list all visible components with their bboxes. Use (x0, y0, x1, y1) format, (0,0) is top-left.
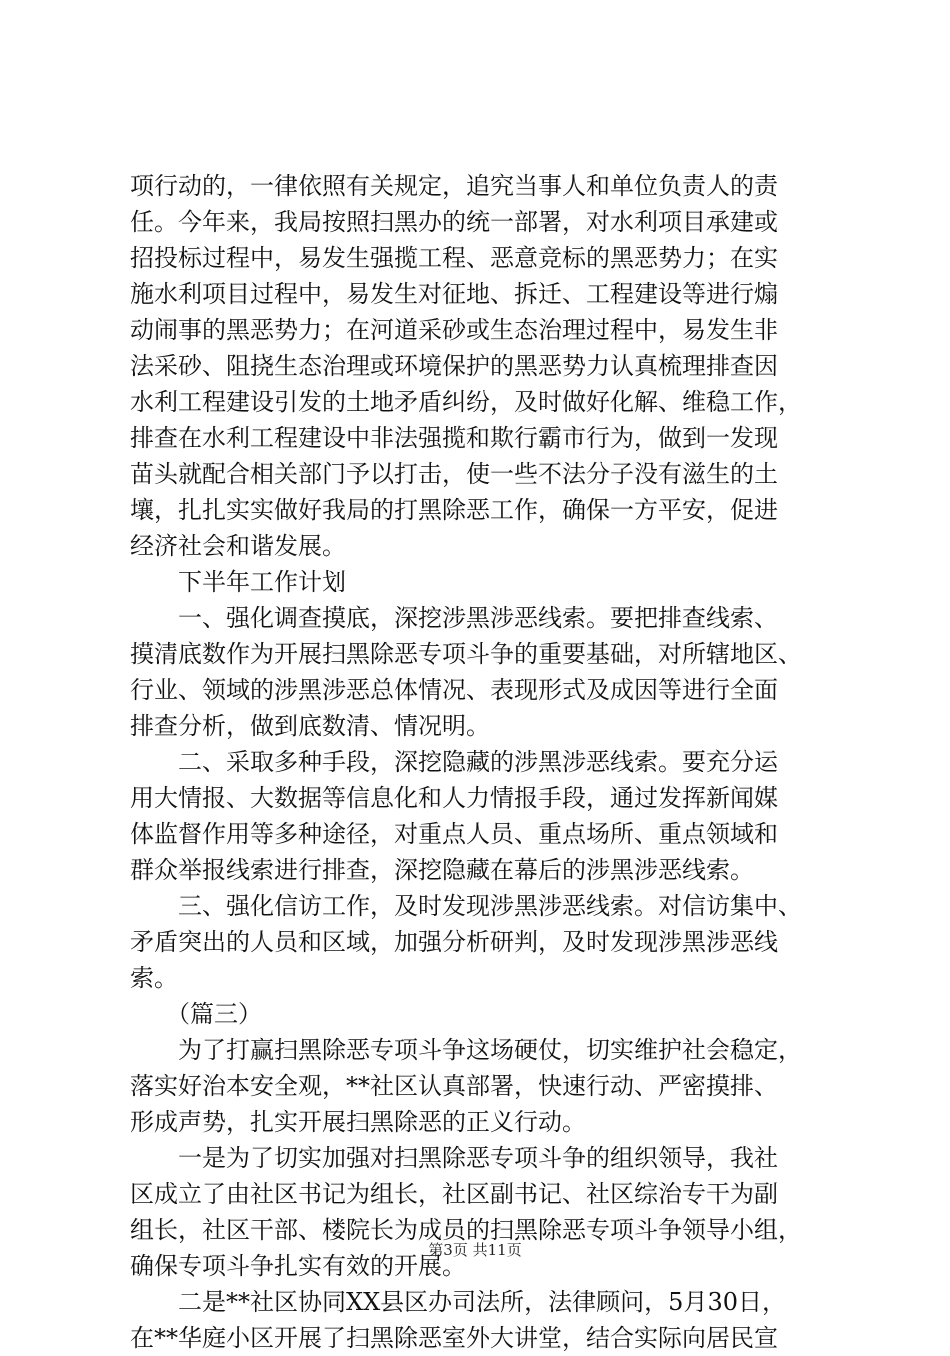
text-line: 形成声势，扎实开展扫黑除恶的正义行动。 (130, 1108, 586, 1136)
text-line: 壤，扎扎实实做好我局的打黑除恶工作，确保一方平安，促进 (130, 496, 778, 524)
text-line: 摸清底数作为开展扫黑除恶专项斗争的重要基础，对所辖地区、 (130, 640, 802, 668)
text-line: 行业、领域的涉黑涉恶总体情况、表现形式及成因等进行全面 (130, 676, 778, 704)
text-line: 区成立了由社区书记为组长，社区副书记、社区综治专干为副 (130, 1180, 778, 1208)
section-heading: 下半年工作计划 (130, 568, 346, 596)
section-heading: （篇三） (130, 1000, 262, 1028)
text-line: 项行动的，一律依照有关规定，追究当事人和单位负责人的责 (130, 172, 778, 200)
page-footer: 第3页 共11页 (428, 1241, 522, 1259)
text-line: 动闹事的黑恶势力；在河道采砂或生态治理过程中，易发生非 (130, 316, 778, 344)
text-line: 二、采取多种手段，深挖隐藏的涉黑涉恶线索。要充分运 (130, 748, 778, 776)
text-line: 法采砂、阻挠生态治理或环境保护的黑恶势力认真梳理排查因 (130, 352, 778, 380)
text-line: 落实好治本安全观，**社区认真部署，快速行动、严密摸排、 (130, 1072, 778, 1100)
text-line: 确保专项斗争扎实有效的开展。 (130, 1252, 466, 1280)
text-line: 为了打赢扫黑除恶专项斗争这场硬仗，切实维护社会稳定， (130, 1036, 802, 1064)
text-line: 体监督作用等多种途径，对重点人员、重点场所、重点领域和 (130, 820, 778, 848)
text-line: 组长，社区干部、楼院长为成员的扫黑除恶专项斗争领导小组， (130, 1216, 802, 1244)
text-line: 一是为了切实加强对扫黑除恶专项斗争的组织领导，我社 (130, 1144, 778, 1172)
text-line: 排查在水利工程建设中非法强揽和欺行霸市行为，做到一发现 (130, 424, 778, 452)
text-line: 经济社会和谐发展。 (130, 532, 346, 560)
text-line: 招投标过程中，易发生强揽工程、恶意竞标的黑恶势力；在实 (130, 244, 778, 272)
text-line: 二是**社区协同XX县区办司法所，法律顾问，5月30日， (130, 1288, 786, 1316)
text-line: 矛盾突出的人员和区域，加强分析研判，及时发现涉黑涉恶线 (130, 928, 778, 956)
document-body (130, 168, 830, 1356)
text-line: 任。今年来，我局按照扫黑办的统一部署，对水利项目承建或 (130, 208, 778, 236)
text-line: 索。 (130, 964, 178, 992)
text-line: 三、强化信访工作，及时发现涉黑涉恶线索。对信访集中、 (130, 892, 802, 920)
text-line: 苗头就配合相关部门予以打击，使一些不法分子没有滋生的土 (130, 460, 778, 488)
text-line: 一、强化调查摸底，深挖涉黑涉恶线索。要把排查线索、 (130, 604, 778, 632)
text-line: 群众举报线索进行排查，深挖隐藏在幕后的涉黑涉恶线索。 (130, 856, 754, 884)
text-line: 用大情报、大数据等信息化和人力情报手段，通过发挥新闻媒 (130, 784, 778, 812)
text-line: 在**华庭小区开展了扫黑除恶室外大讲堂，结合实际向居民宣 (130, 1324, 778, 1352)
text-line: 施水利项目过程中，易发生对征地、拆迁、工程建设等进行煽 (130, 280, 778, 308)
text-line: 排查分析，做到底数清、情况明。 (130, 712, 490, 740)
text-line: 水利工程建设引发的土地矛盾纠纷，及时做好化解、维稳工作， (130, 388, 802, 416)
